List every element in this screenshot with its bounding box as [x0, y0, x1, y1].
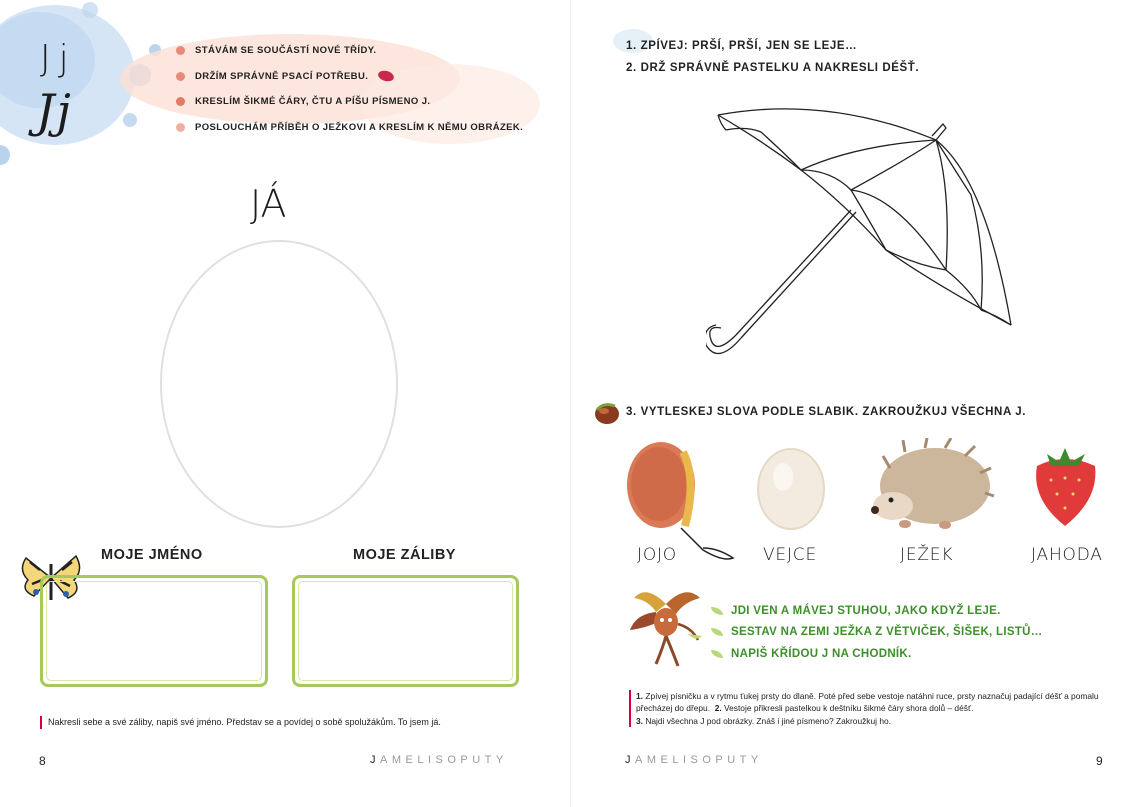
outdoor-activities: [711, 600, 1043, 665]
bullet-dot-icon: [176, 123, 185, 132]
task-3: 3. VYTLESKEJ SLOVA PODLE SLABIK. ZAKROUŽKUJ VŠECHNA J.: [626, 406, 1027, 418]
goal-item: KRESLÍM ŠIKMÉ ČÁRY, ČTU A PÍŠU PÍSMENO J.: [176, 89, 523, 115]
letter-band: JAMELISOPUTY: [625, 754, 763, 766]
leaf-bullet-icon: [711, 628, 723, 636]
leaf-bullet-icon: [711, 607, 723, 615]
teacher-notes: 1. Zpívej písničku a v rytmu ťukej prsty do dlaně. Poté před sebe vestoje natáhni ruce, prsty naznačuj padající déšť a pomalu přecházej do dřepu. 2. Vestoje přikresli pastelkou k deštníku šikmé čáry shora dolů – déšť. 3. Najdi všechna J pod obrázky. Znáš i jiné písmeno? Zakroužkuj ho.: [629, 690, 1136, 727]
berry-icon: [377, 69, 395, 83]
hobbies-drawing-frame[interactable]: [292, 575, 519, 687]
word-label: JOJO: [637, 545, 677, 565]
self-portrait-drawing-area[interactable]: [160, 240, 398, 528]
word-label: VEJCE: [763, 545, 817, 565]
task-1: 1. ZPÍVEJ: PRŠÍ, PRŠÍ, JEN SE LEJE…: [626, 40, 858, 52]
chestnut-icon: [593, 400, 621, 426]
page-number: 9: [1096, 754, 1103, 768]
bullet-dot-icon: [176, 46, 185, 55]
name-writing-frame[interactable]: [40, 575, 268, 687]
name-label: MOJE JMÉNO: [101, 547, 203, 563]
activity-item: JDI VEN A MÁVEJ STUHOU, JAKO KDYŽ LEJE.: [711, 600, 1043, 622]
goal-item: POSLOUCHÁM PŘÍBĚH O JEŽKOVI A KRESLÍM K NĚMU OBRÁZEK.: [176, 115, 523, 141]
letter-j-print: Jj: [40, 38, 77, 79]
hobbies-label: MOJE ZÁLIBY: [353, 547, 456, 563]
bullet-dot-icon: [176, 97, 185, 106]
goal-item: STÁVÁM SE SOUČÁSTÍ NOVÉ TŘÍDY.: [176, 38, 523, 64]
activity-item: NAPIŠ KŘÍDOU J NA CHODNÍK.: [711, 643, 1043, 665]
egg-picture[interactable]: [753, 445, 833, 535]
learning-goals: [176, 38, 523, 140]
goal-item: DRŽÍM SPRÁVNĚ PSACÍ POTŘEBU.: [176, 64, 523, 90]
letter-band: JAMELISOPUTY: [370, 754, 508, 766]
strawberry-picture[interactable]: [1029, 444, 1101, 529]
leaf-bullet-icon: [711, 650, 723, 658]
hedgehog-picture[interactable]: [865, 438, 995, 533]
activity-item: SESTAV NA ZEMI JEŽKA Z VĚTVIČEK, ŠIŠEK, LISTŮ…: [711, 622, 1043, 644]
page-number: 8: [39, 754, 46, 768]
word-label: JEŽEK: [900, 545, 954, 565]
left-page: [0, 0, 570, 807]
page-title: JÁ: [250, 182, 287, 226]
umbrella-drawing[interactable]: [706, 100, 1026, 370]
leaf-character-icon: [626, 584, 706, 670]
word-label: JAHODA: [1031, 545, 1103, 565]
letter-j-cursive: Jj: [36, 84, 73, 138]
task-2: 2. DRŽ SPRÁVNĚ PASTELKU A NAKRESLI DÉŠŤ.: [626, 62, 920, 74]
right-page: [571, 0, 1141, 807]
instruction-text: Nakresli sebe a své záliby, napiš své jméno. Představ se a povídej o sobě spolužákům. To jsem já.: [40, 716, 441, 729]
bullet-dot-icon: [176, 72, 185, 81]
